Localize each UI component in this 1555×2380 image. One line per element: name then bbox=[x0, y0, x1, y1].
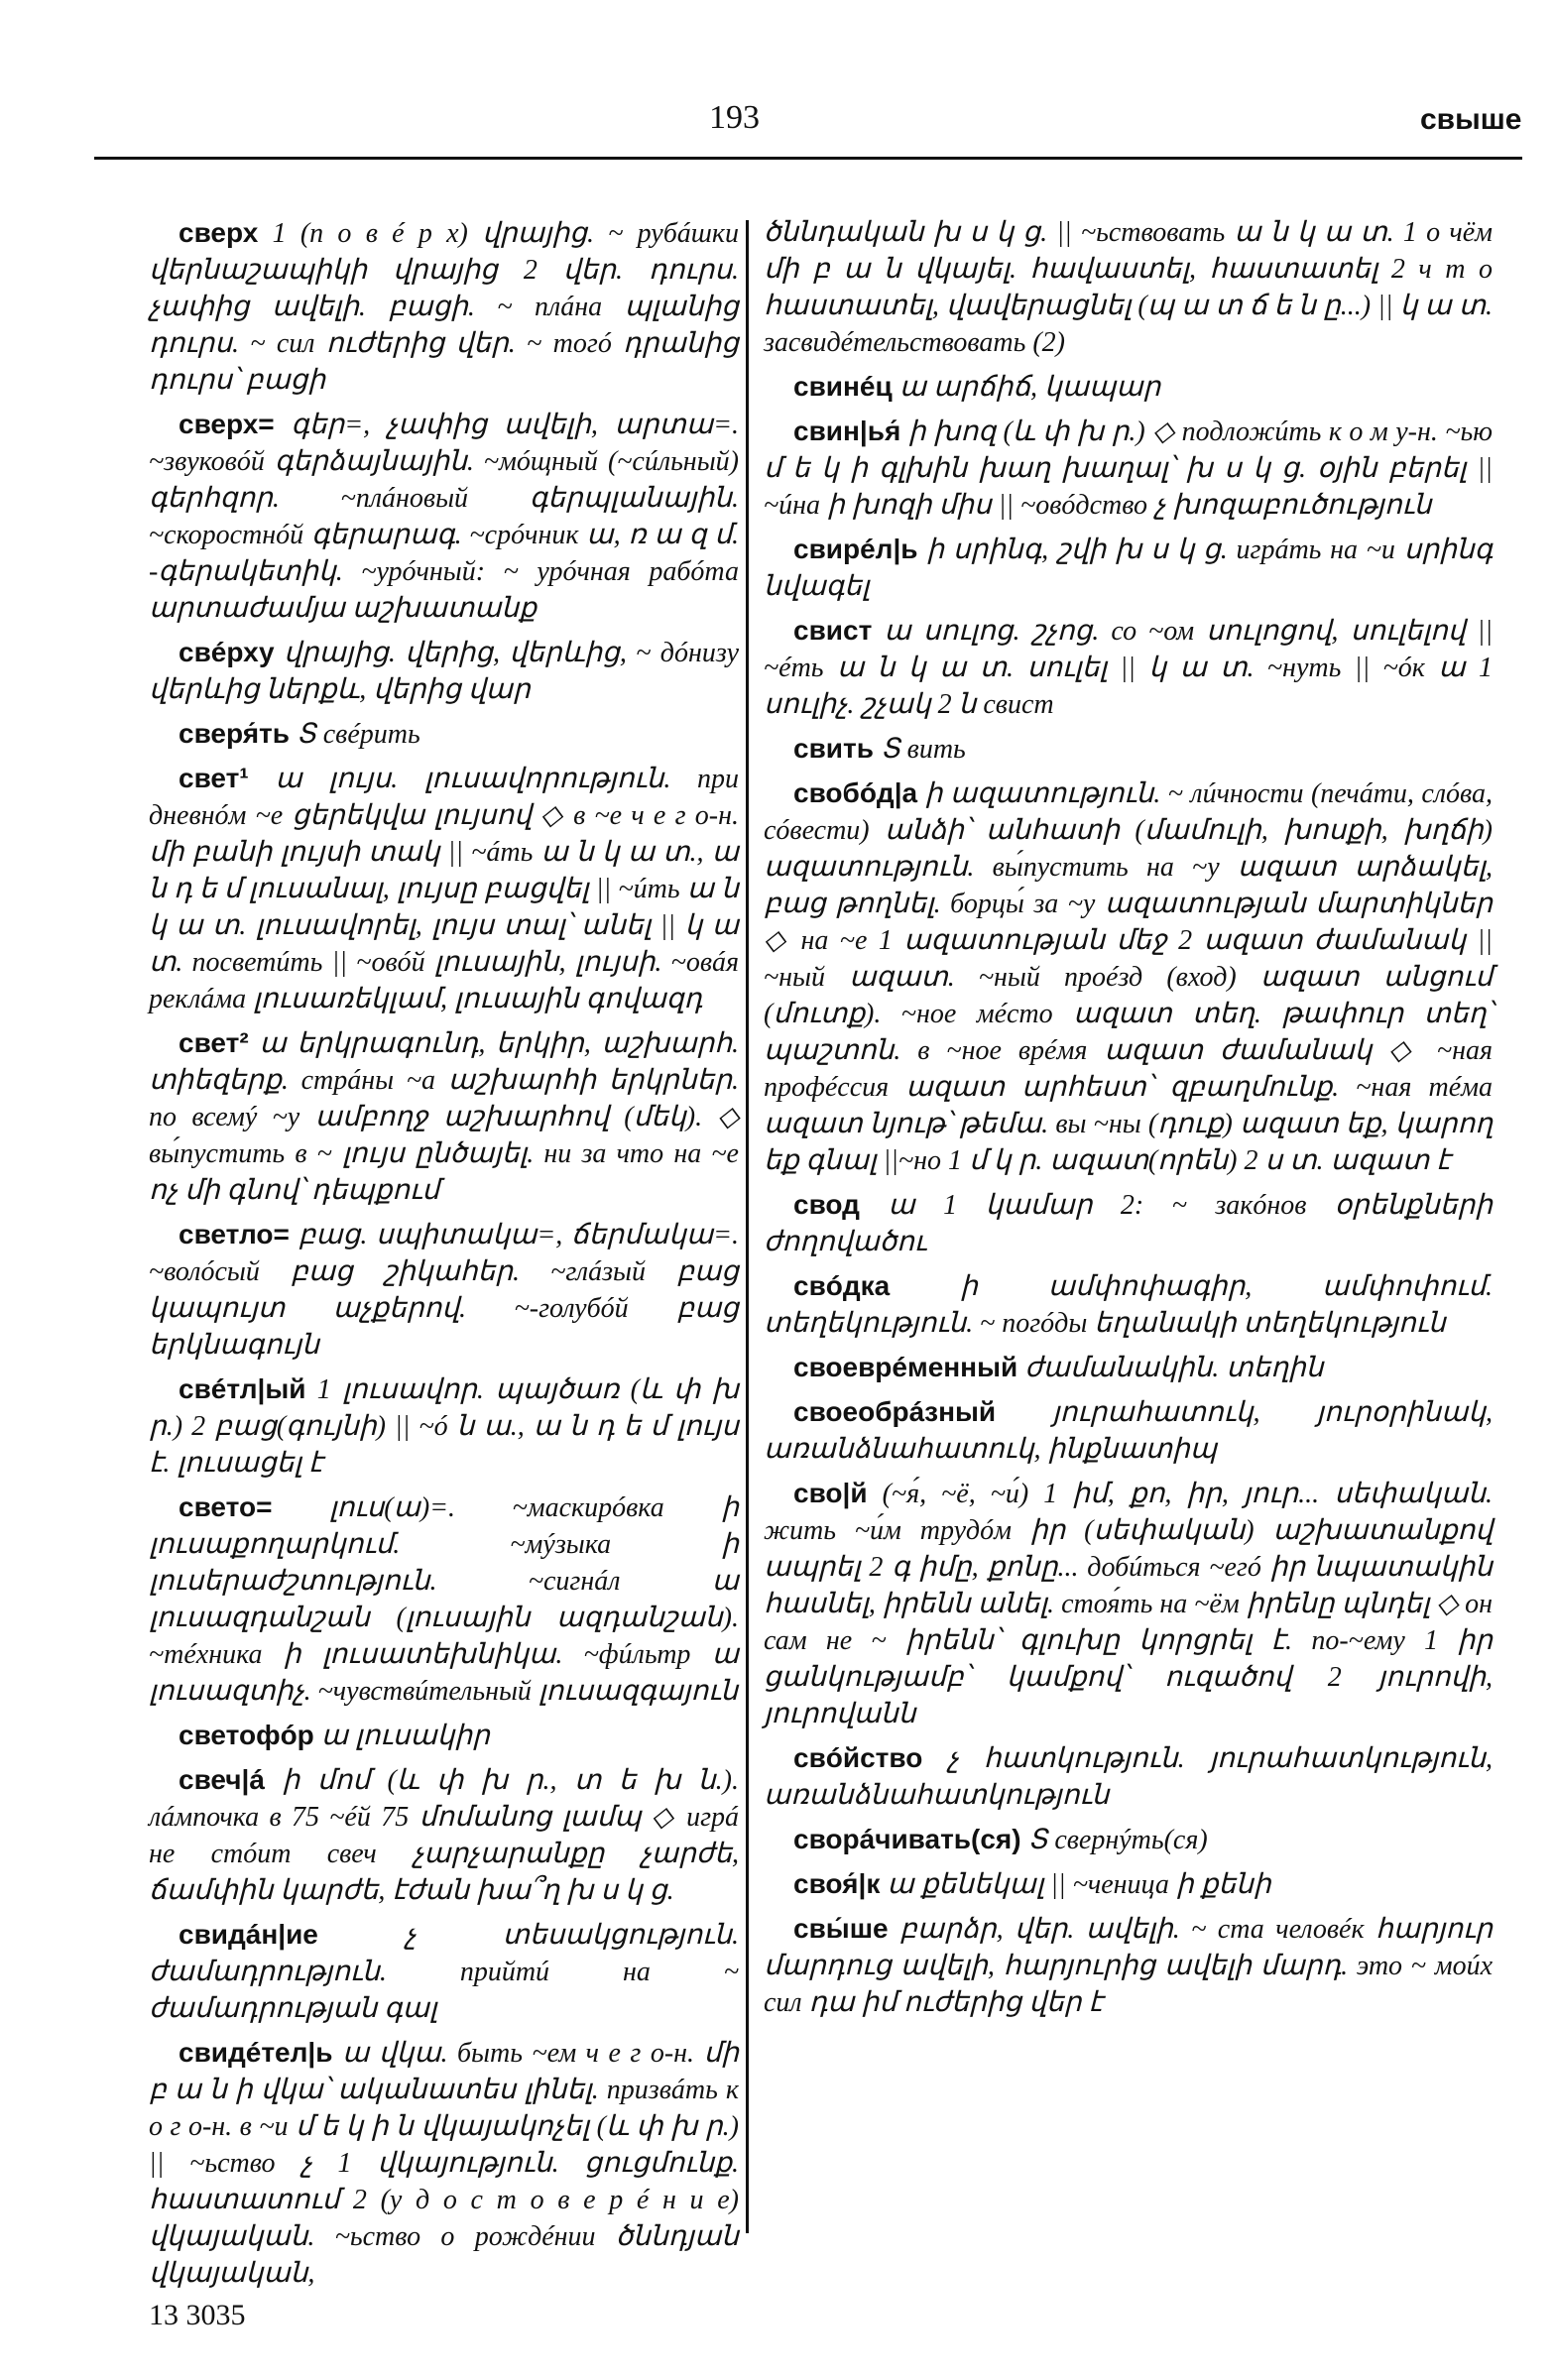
left-column bbox=[149, 214, 740, 2289]
dictionary-entry bbox=[149, 1488, 739, 1710]
headword: своя́|к bbox=[793, 1868, 881, 1899]
dictionary-entry bbox=[764, 1393, 1493, 1468]
headword: свидáн|ие bbox=[179, 1919, 318, 1950]
headword: сверя́ть bbox=[179, 718, 290, 749]
dictionary-entry bbox=[149, 715, 739, 753]
headword: свет¹ bbox=[179, 763, 249, 793]
headword: свидéтел|ь bbox=[179, 2037, 333, 2068]
headword: сво|й bbox=[793, 1478, 868, 1508]
headword: свин|ья́ bbox=[793, 416, 901, 446]
headword: свинéц bbox=[793, 371, 893, 402]
dictionary-entry bbox=[764, 1865, 1493, 1903]
headword: свет² bbox=[179, 1027, 249, 1058]
dictionary-entry bbox=[764, 531, 1493, 605]
definition: բաց. սպիտակա=, ճերմակա=. ~волóсый բաց շիկահեր. ~глáзый բաց կապույտ աչքերով. ~-голубóй բաց երկնագույն bbox=[149, 1220, 740, 1361]
definition: ա երկրագունդ, երկիր, աշխարհ. տիեզերք. стрáны ~а աշխարհի երկրներ. по всемý ~у ամբողջ աշխարհով (մեկ). ◇ вы́пустить в ~ լույս ընծայել. ни за что на ~е ոչ մի գնով՝ դեպքում bbox=[149, 1028, 739, 1206]
definition: 1 (п о в é р х) վրայից. ~ рубáшки վերնաշապիկի վրայից 2 վեր. դուրս. չափից ավելի. բացի. ~ плáна պլանից դուրս. ~ сил ուժերից վեր. ~ тогó դրանից դուրս՝ բացի bbox=[149, 218, 740, 396]
dictionary-entry bbox=[149, 1761, 739, 1909]
printer-signature: 13 3035 bbox=[149, 2299, 246, 2331]
definition: ժամանակին. տեղին bbox=[1024, 1353, 1324, 1383]
column-divider bbox=[746, 220, 749, 2233]
dictionary-entry bbox=[764, 1739, 1493, 1814]
definition: ա քենեկալ || ~ченица ի քենի bbox=[887, 1869, 1271, 1900]
definition: (~я́, ~ё, ~и́) 1 իմ, քո, իր, յուր... սեփական. жить ~и́м трудóм իր (սեփական) աշխատանքով ապրել 2 գ իմը, քոնը... добúться ~егó իր նպատակին հասնել, իրենն անել. стоя́ть на ~ём իրենը պնդել ◇ он сам не ~ իրենն՝ գլուխը կորցրել է. по-~ему 1 իր ցանկությամբ՝ կամքով՝ ուզածով 2 յուրովի, յուրովանն bbox=[764, 1479, 1493, 1729]
headword: свы́ше bbox=[793, 1913, 889, 1944]
dictionary-entry bbox=[764, 413, 1493, 524]
dictionary-entry bbox=[149, 760, 739, 1017]
dictionary-entry bbox=[764, 612, 1493, 723]
running-head: свыше bbox=[1420, 103, 1522, 136]
definition: չ տեսակցություն. ժամադրություն. прийтú на ~ ժամադրության գալ bbox=[149, 1920, 739, 2024]
dictionary-entry bbox=[764, 368, 1493, 406]
dictionary-entry bbox=[149, 2034, 739, 2292]
dictionary-entry bbox=[764, 774, 1493, 1179]
headword: свóдка bbox=[793, 1270, 891, 1301]
definition: ծննդական խ ս կ ց. || ~ьствовать ա ն կ ա տ. 1 о чём մի բ ա ն վկայել. հավաստել, հաստատել 2 ч т о հաստատել, վավերացնել (պ ա տ ճ ե ն ը...) || կ ա տ. засвидéтельствовать (2) bbox=[764, 217, 1493, 358]
headword: свеч|á bbox=[179, 1764, 265, 1795]
right-column bbox=[764, 214, 1493, 2247]
definition: ի ազատություն. ~ лúчности (печáти, слóва, сóвести) անձի՝ անհատի (մամուլի, խոսքի, խղճի) ազատություն. вы́пустить на ~у ազատ արձակել, բաց թողնել. борцы́ за ~у ազատության մարտիկներ ◇ на ~е 1 ազատության մեջ 2 ազատ ժամանակ || ~ный ազատ. ~ный проéзд (вход) ազատ անցում (մուտք). ~ное мéсто ազատ տեղ. թափուր տեղ՝ պաշտոն. в ~ное врéмя ազատ ժամանակ ◇ ~ная профéссия ազատ արհեստ՝ զբաղմունք. ~ная тéма ազատ նյութ՝ թեմա. вы ~ны (դուք) ազատ եք, կարող եք գնալ ||~но 1 մ կ ր. ազատ(որեն) 2 ս տ. ազատ է bbox=[764, 778, 1493, 1176]
definition: ա արճիճ, կապար bbox=[898, 372, 1161, 403]
headword: сверх bbox=[179, 217, 259, 248]
dictionary-entry bbox=[764, 1349, 1493, 1386]
dictionary-entry bbox=[764, 1267, 1493, 1342]
definition: Տ свéрить bbox=[297, 719, 420, 750]
definition: ի ամփոփագիր, ամփոփում. տեղեկություն. ~ погóды եղանակի տեղեկություն bbox=[764, 1271, 1493, 1339]
definition: ա սուլոց. շչոց. со ~ом սուլոցով, սուլելով || ~éть ա ն կ ա տ. սուլել || կ ա տ. ~нуть || ~óк ա 1 սուլիչ. շչակ 2 ն свист bbox=[764, 616, 1494, 720]
dictionary-entry bbox=[149, 214, 739, 399]
headword: свóйство bbox=[793, 1742, 923, 1773]
dictionary-entry bbox=[764, 214, 1493, 361]
headword: сверх= bbox=[179, 409, 275, 439]
definition: ա լույս. լուսավորություն. при дневнóм ~е ցերեկվա լույսով ◇ в ~е ч е г о-н. մի բանի լույսի տակ || ~áть ա ն կ ա տ., ա ն դ ե մ լուսանալ, լույսը բացվել || ~úть ա ն կ ա տ. լուսավորել, լույս տալ՝ անել || կ ա տ. посветúть || ~овóй լուսային, լույսի. ~овáя реклáма լուսառեկլամ, լուսային գովազդ bbox=[149, 764, 740, 1014]
page-number: 193 bbox=[709, 99, 760, 136]
definition: վրայից. վերից, վերևից, ~ дóнизу վերևից ներքև, վերից վար bbox=[149, 638, 740, 705]
dictionary-entry bbox=[149, 1370, 739, 1482]
dictionary-entry bbox=[149, 1024, 739, 1209]
headword: светофóр bbox=[179, 1720, 314, 1750]
headword: свето= bbox=[179, 1491, 273, 1522]
definition: ա վկա. быть ~ем ч е г о-н. մի բ ա ն ի վկա՝ ականատես լինել. призвáть к о г о-н. в ~и մ ե կ ի ն վկայակոչել (և փ խ ր.) || ~ьство չ 1 վկայություն. ցուցմունք. հաստատում 2 (у д о с т о в е р é н и е) վկայական. ~ьство о рождéнии ծննդյան վկայական, bbox=[149, 2038, 740, 2289]
dictionary-entry bbox=[149, 634, 739, 708]
definition: յուրահատուկ, յուրօրինակ, առանձնահատուկ, ինքնատիպ bbox=[764, 1397, 1493, 1465]
definition: չ հատկություն. յուրահատկություն, առանձնահատկություն bbox=[764, 1743, 1493, 1811]
definition: ա լուսակիր bbox=[320, 1721, 490, 1751]
dictionary-entry bbox=[149, 1717, 739, 1754]
definition: ի սրինգ, շվի խ ս կ ց. игрáть на ~и սրինգ նվագել bbox=[764, 535, 1493, 602]
header-rule bbox=[94, 157, 1522, 160]
headword: сворáчивать(ся) bbox=[793, 1824, 1021, 1854]
headword: свод bbox=[793, 1189, 860, 1220]
definition: գեր=, չափից ավելի, արտա=. ~звуковóй գերձայնային. ~мóщный (~сúльный) գերհզոր. ~плáновый գերպլանային. ~скоростнóй գերարագ. ~срóчник ա, ռ ա զ մ. -գերակետիկ. ~урóчный: ~ урóчная рабóта արտաժամյա աշխատանք bbox=[149, 410, 739, 624]
definition: բարձր, վեր. ավելի. ~ ста человéк հարյուր մարդուց ավելի, հարյուրից ավելի մարդ. это ~ моúх сил դա իմ ուժերից վեր է bbox=[764, 1914, 1494, 2018]
dictionary-entry bbox=[764, 1910, 1493, 2021]
headword: свéрху bbox=[179, 637, 275, 667]
headword: свобóд|а bbox=[793, 777, 918, 808]
headword: свист bbox=[793, 615, 873, 646]
dictionary-entry bbox=[149, 1916, 739, 2027]
definition: ի խոզ (և փ խ ր.) ◇ подложúть к о м у-н. ~ью մ ե կ ի գլխին խաղ խաղալ՝ խ ս կ ց. օյին բերել || ~úна ի խոզի միս || ~овóдство չ խոզաբուծություն bbox=[764, 416, 1493, 521]
headword: свирéл|ь bbox=[793, 534, 918, 564]
definition: լուս(ա)=. ~маскирóвка ի լուսաքողարկում. ~мýзыка ի լուսերաժշտություն. ~сигнáл ա լուսազդանշան (լուսային ազդանշան). ~тéхника ի լուսատեխնիկա. ~фúльтр ա լուսազտիչ. ~чувствúтельный լուսազգայուն bbox=[149, 1492, 739, 1707]
definition: ի մոմ (և փ խ ր., տ ե խ ն.). лáмпочка в 75 ~éй 75 մոմանոց լամպ ◇ игрá не стóит свеч չարչարանքը չարժե, ճամփին կարժե, էժան խա՞ղ խ ս կ ց. bbox=[149, 1765, 740, 1906]
dictionary-entry bbox=[764, 1186, 1493, 1260]
headword: свить bbox=[793, 733, 874, 764]
dictionary-entry bbox=[149, 406, 739, 627]
headword: своеврéменный bbox=[793, 1352, 1018, 1382]
dictionary-entry bbox=[764, 1821, 1493, 1858]
dictionary-entry bbox=[764, 730, 1493, 768]
headword: свéтл|ый bbox=[179, 1373, 306, 1404]
headword: своеобрáзный bbox=[793, 1396, 997, 1427]
dictionary-entry bbox=[149, 1216, 739, 1364]
definition: 1 լուսավոր. պայծառ (և փ խ ր.) 2 բաց(գույնի) || ~ó ն ա., ա ն դ ե մ լույս է. լուսացել է bbox=[149, 1374, 740, 1479]
definition: Տ свернýть(ся) bbox=[1027, 1825, 1208, 1855]
definition: Տ вить bbox=[880, 734, 966, 765]
dictionary-entry bbox=[764, 1475, 1493, 1732]
definition: ա 1 կամար 2: ~ закóнов օրենքների ժողովածու bbox=[764, 1190, 1494, 1257]
headword: светло= bbox=[179, 1219, 290, 1250]
